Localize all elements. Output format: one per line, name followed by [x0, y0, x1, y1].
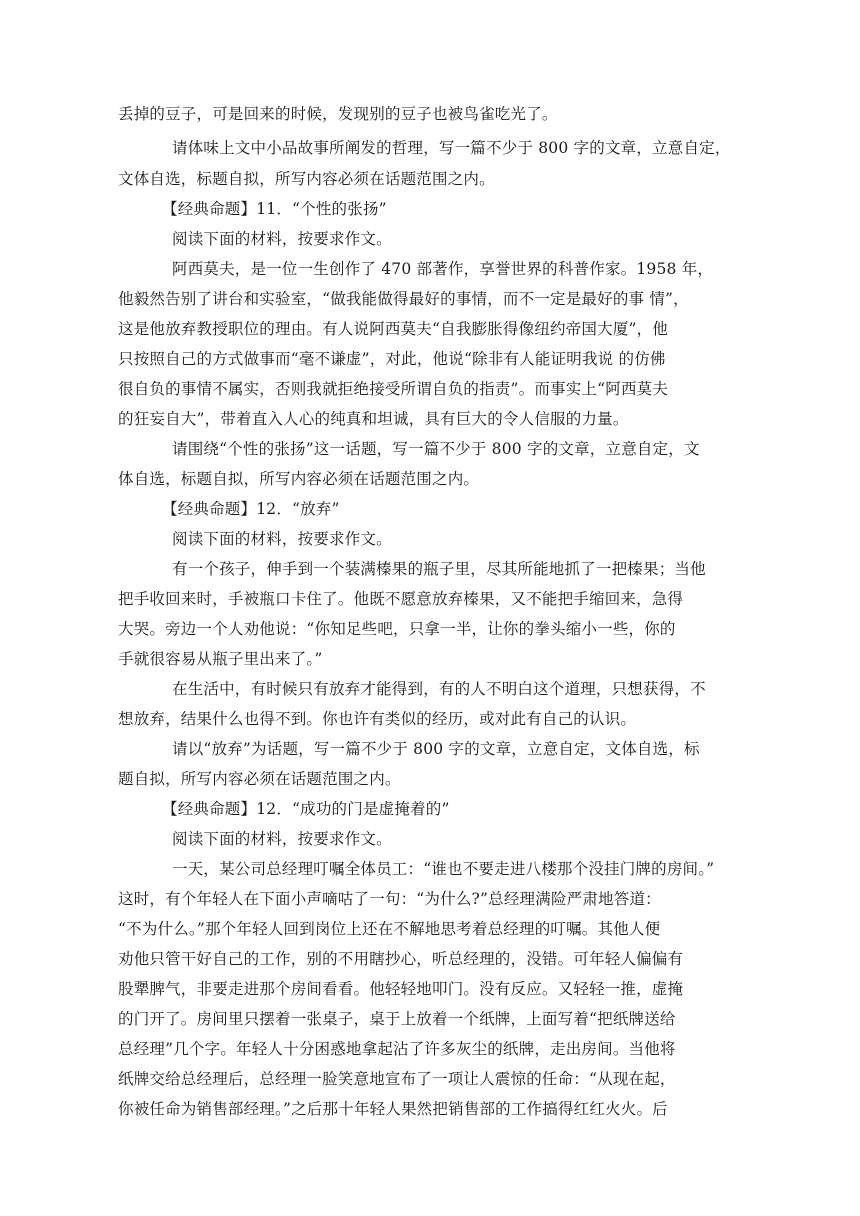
text-line: 总经理”几个字。年轻人十分困惑地拿起沾了许多灰尘的纸牌，走出房间。当他将: [118, 1040, 676, 1058]
text-line: 阿西莫夫，是一位一生创作了 470 部著作，享誉世界的科普作家。1958 年，: [172, 260, 714, 278]
text-line: 请围绕“个性的张扬”这一话题，写一篇不少于 800 字的文章，立意自定，文: [172, 440, 700, 458]
text-line: 的门开了。房间里只摆着一张桌子，桌于上放着一个纸牌，上面写着“把纸牌送给: [118, 1010, 676, 1028]
text-line: 文体自选，标题自拟，所写内容必须在话题范围之内。: [118, 170, 495, 188]
text-line: 这时，有个年轻人在下面小声嘀咕了一句：“为什么?”总经理满险严肃地答道：: [118, 890, 661, 908]
text-line: “不为什么。”那个年轻人回到岗位上还在不解地思考着总经理的叮嘱。其他人便: [118, 920, 661, 938]
text-line: 这是他放弃教授职位的理由。有人说阿西莫夫“自我膨胀得像纽约帝国大厦”，他: [118, 320, 669, 338]
text-line: 一天，某公司总经理叮嘱全体员工：“谁也不要走进八楼那个没挂门牌的房间。”: [172, 860, 715, 878]
text-line: 把手收回来时，手被瓶口卡住了。他既不愿意放弃榛果，又不能把手缩回来，急得: [118, 590, 684, 608]
text-line: 他毅然告别了讲台和实验室，“做我能做得最好的事情，而不一定是最好的事 情”，: [118, 290, 689, 308]
text-line: 劝他只管干好自己的工作，别的不用瞎抄心，听总经理的，没错。可年轻人偏偏有: [118, 950, 684, 968]
text-line: 很自负的事情不属实，否则我就拒绝接受所谓自负的指责”。而事实上“阿西莫夫: [118, 380, 669, 398]
text-line: 纸牌交给总经理后，总经理一脸笑意地宣布了一项让人震惊的任命：“从现在起，: [118, 1070, 676, 1088]
section-heading: 【经典命题】12．“放弃”: [162, 500, 340, 518]
text-line: 只按照自己的方式做事而“毫不谦虚”，对此，他说“除非有人能证明我说 的仿佛: [118, 350, 666, 368]
text-line: 想放弃，结果什么也得不到。你也许有类似的经历，或对此有自己的认识。: [118, 710, 637, 728]
text-line: 请以“放弃”为话题，写一篇不少于 800 字的文章，立意自定，文体自选，标: [172, 740, 700, 758]
text-line: 大哭。旁边一个人劝他说：“你知足些吧，只拿一半，让你的拳头缩小一些，你的: [118, 620, 676, 638]
text-line: 丢掉的豆子，可是回来的时候，发现别的豆子也被鸟雀吃光了。: [118, 105, 558, 123]
text-line: 在生活中，有时候只有放弃才能得到，有的人不明白这个道理，只想获得，不: [172, 680, 706, 698]
section-heading: 【经典命题】11．“个性的张扬”: [162, 200, 387, 218]
section-heading: 【经典命题】12．“成功的门是虚掩着的”: [162, 800, 450, 818]
text-line: 请体味上文中小品故事所阐发的哲理，写一篇不少于 800 字的文章，立意自定，: [172, 139, 731, 157]
text-line: 手就很容易从瓶子里出来了。”: [118, 650, 323, 668]
text-line: 阅读下面的材料，按要求作文。: [172, 230, 392, 248]
text-line: 体自选，标题自拟，所写内容必须在话题范围之内。: [118, 470, 480, 488]
text-line: 题自拟，所写内容必须在话题范围之内。: [118, 770, 401, 788]
text-line: 阅读下面的材料，按要求作文。: [172, 530, 392, 548]
text-line: 阅读下面的材料，按要求作文。: [172, 830, 392, 848]
text-line: 有一个孩子，伸手到一个装满榛果的瓶子里，尽其所能地抓了一把榛果；当他: [172, 560, 706, 578]
text-line: 股犟脾气，非要走进那个房间看看。他轻轻地叩门。没有反应。又轻轻一推，虚掩: [118, 980, 684, 998]
text-line: 的狂妄自大”，带着直入人心的纯真和坦诚，具有巨大的令人信服的力量。: [118, 410, 629, 428]
text-line: 你被任命为销售部经理。”之后那十年轻人果然把销售部的工作搞得红红火火。后: [118, 1100, 668, 1118]
